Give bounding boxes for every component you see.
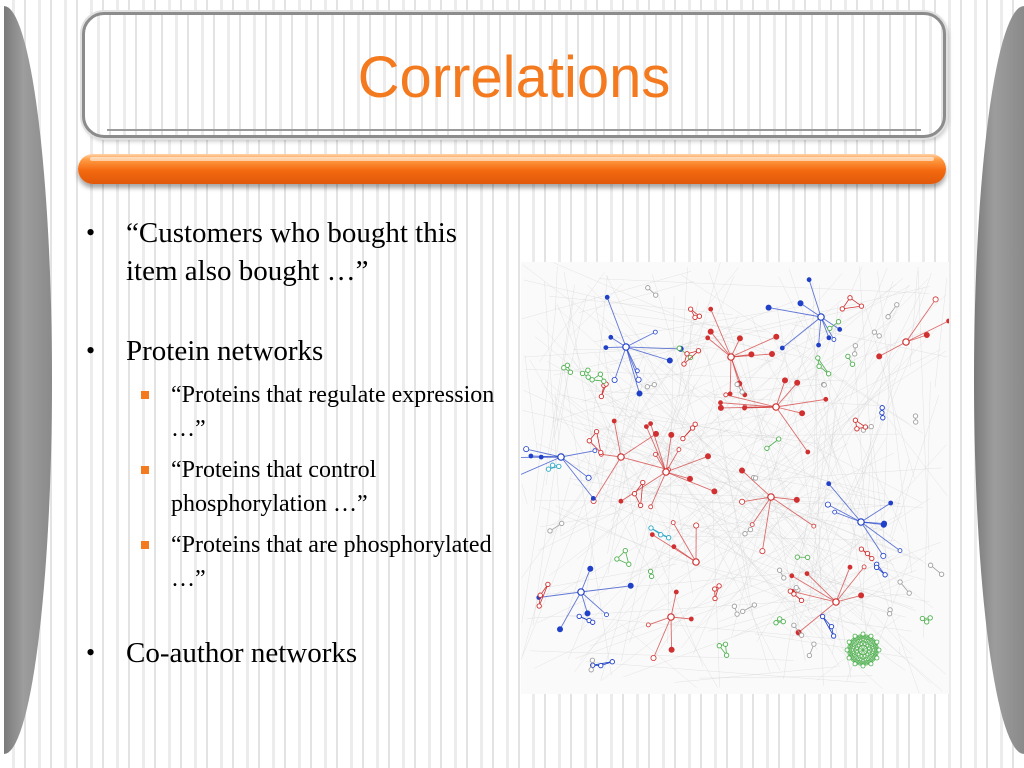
network-motif — [682, 349, 701, 367]
slide-title: Correlations — [357, 45, 671, 110]
title-frame — [82, 12, 946, 138]
bullet-list — [84, 214, 504, 672]
bullet-item-coauthor-networks — [84, 634, 504, 672]
sub-bullet-list — [84, 378, 504, 596]
network-motif — [774, 617, 786, 625]
network-motif — [913, 414, 918, 424]
network-motif — [853, 344, 858, 357]
network-motif — [886, 303, 899, 319]
bullet-item-customers — [84, 214, 504, 290]
bullet-dot: • — [86, 638, 96, 667]
network-motif — [821, 382, 826, 387]
square-bullet-icon — [141, 391, 149, 399]
right-decorative-bar — [974, 6, 1024, 754]
network-motif — [807, 642, 816, 658]
sub-bullet-text: “Proteins that are phosphorylated …” — [171, 532, 492, 592]
bullet-text: Protein networks — [126, 335, 324, 367]
network-motif — [840, 296, 864, 312]
network-motif — [816, 356, 831, 376]
network-motif — [794, 585, 800, 592]
square-bullet-icon — [141, 466, 149, 474]
network-motif — [898, 580, 912, 596]
green-clique — [845, 632, 881, 668]
network-motif — [590, 372, 606, 383]
network-motif — [820, 614, 835, 638]
network-cluster — [646, 590, 693, 661]
sub-bullet-text: “Proteins that regulate expression …” — [171, 382, 495, 442]
network-motif — [928, 563, 943, 577]
square-bullet-icon — [141, 541, 149, 549]
title-underline — [107, 129, 921, 131]
bullet-text: Co-author networks — [126, 637, 358, 669]
bullet-item-protein-networks — [84, 332, 504, 370]
sub-bullet-item — [84, 528, 504, 596]
network-motif — [599, 382, 608, 399]
network-cluster — [521, 447, 597, 501]
left-decorative-bar — [4, 6, 52, 754]
network-motif — [872, 330, 881, 338]
background-edges — [521, 263, 947, 694]
sub-bullet-item — [84, 453, 504, 521]
network-motif — [546, 463, 561, 471]
network-motif — [880, 406, 885, 421]
orange-divider-bar — [78, 154, 946, 184]
network-cluster — [537, 566, 634, 632]
sub-bullet-item — [84, 378, 504, 446]
network-motif — [887, 608, 892, 616]
bullet-dot: • — [86, 336, 96, 365]
network-motif — [648, 569, 653, 578]
network-cluster — [825, 482, 902, 559]
network-motif — [874, 562, 887, 577]
bullet-text: “Customers who bought this item also bought …” — [126, 217, 458, 287]
network-motif — [717, 642, 729, 657]
orange-bar-highlight — [90, 157, 934, 161]
sub-bullet-text: “Proteins that control phosphorylation …” — [171, 457, 377, 517]
network-graph-svg — [521, 262, 949, 694]
network-cluster — [604, 295, 683, 396]
network-motif — [752, 475, 758, 480]
protein-network-image — [521, 262, 949, 694]
network-motif — [688, 307, 701, 320]
bullet-dot: • — [86, 218, 96, 247]
network-motif — [920, 616, 932, 624]
